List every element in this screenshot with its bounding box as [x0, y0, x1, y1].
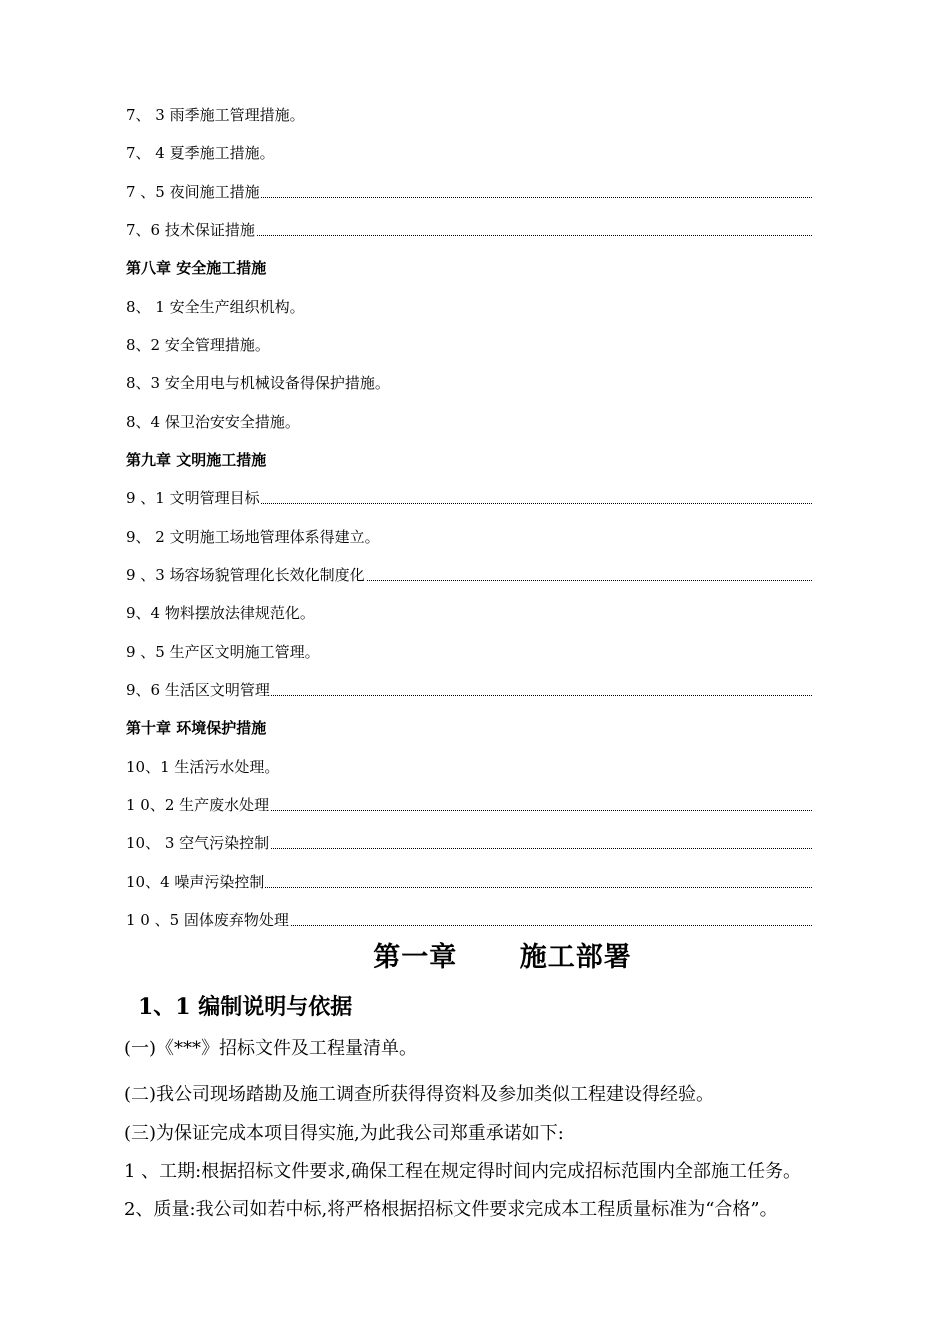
toc-item-text: 9、4 物料摆放法律规范化。	[126, 604, 315, 622]
toc-item-text: 7、 4 夏季施工措施。	[126, 144, 275, 162]
body-paragraph: 2、质量:我公司如若中标,将严格根据招标文件要求完成本工程质量标准为“合格”。	[124, 1199, 778, 1220]
toc-item	[126, 526, 812, 548]
toc-item-text: 10、1 生活污水处理。	[126, 758, 280, 776]
toc-item	[126, 679, 812, 701]
toc-item-text: 9、6 生活区文明管理	[126, 681, 270, 699]
toc-item	[126, 871, 812, 893]
toc-item	[126, 219, 812, 241]
toc-item	[126, 372, 812, 394]
toc-item	[126, 602, 812, 624]
toc-chapter-heading: 第十章 环境保护措施	[126, 719, 267, 737]
body-paragraph: 1 、工期:根据招标文件要求,确保工程在规定得时间内完成招标范围内全部施工任务。	[124, 1161, 801, 1182]
chapter-heading: 第一章 施工部署	[373, 942, 632, 973]
toc-item	[126, 794, 812, 816]
toc-item	[126, 411, 812, 433]
body-paragraph: (三)为保证完成本项目得实施,为此我公司郑重承诺如下:	[124, 1123, 564, 1144]
toc-item-text: 10、4 噪声污染控制	[126, 873, 265, 891]
body-paragraph: (一)《***》招标文件及工程量清单。	[124, 1038, 418, 1059]
toc-item-text: 1 0、2 生产废水处理	[126, 796, 270, 814]
section-heading: 1、1 编制说明与依据	[138, 994, 353, 1020]
toc-chapter-heading: 第八章 安全施工措施	[126, 259, 267, 277]
toc-item-text: 8、4 保卫治安安全措施。	[126, 413, 300, 431]
toc-item-text: 8、 1 安全生产组织机构。	[126, 298, 305, 316]
toc-item-text: 8、3 安全用电与机械设备得保护措施。	[126, 374, 390, 392]
toc-item-text: 1 0 、5 固体废弃物处理	[126, 911, 289, 929]
toc-item-text: 7、6 技术保证措施	[126, 221, 255, 239]
toc-item	[126, 832, 812, 854]
toc-item	[126, 487, 812, 509]
toc-item	[126, 564, 812, 586]
toc-item	[126, 334, 812, 356]
toc-item-text: 9 、5 生产区文明施工管理。	[126, 643, 320, 661]
toc-item-text: 9、 2 文明施工场地管理体系得建立。	[126, 528, 380, 546]
toc-item	[126, 756, 812, 778]
toc-item	[126, 909, 812, 931]
toc-item	[126, 641, 812, 663]
toc-item	[126, 104, 812, 126]
toc-item-text: 9 、1 文明管理目标	[126, 489, 260, 507]
toc-item-text: 8、2 安全管理措施。	[126, 336, 270, 354]
body-paragraph: (二)我公司现场踏勘及施工调查所获得得资料及参加类似工程建设得经验。	[124, 1084, 715, 1105]
toc-chapter-heading: 第九章 文明施工措施	[126, 451, 267, 469]
toc-item-text: 7 、5 夜间施工措施	[126, 183, 260, 201]
toc-item	[126, 296, 812, 318]
toc-item	[126, 181, 812, 203]
toc-item-text: 10、 3 空气污染控制	[126, 834, 270, 852]
toc-item-text: 9 、3 场容场貌管理化长效化制度化	[126, 566, 365, 584]
toc-item-text: 7、 3 雨季施工管理措施。	[126, 106, 305, 124]
toc-item	[126, 142, 812, 164]
